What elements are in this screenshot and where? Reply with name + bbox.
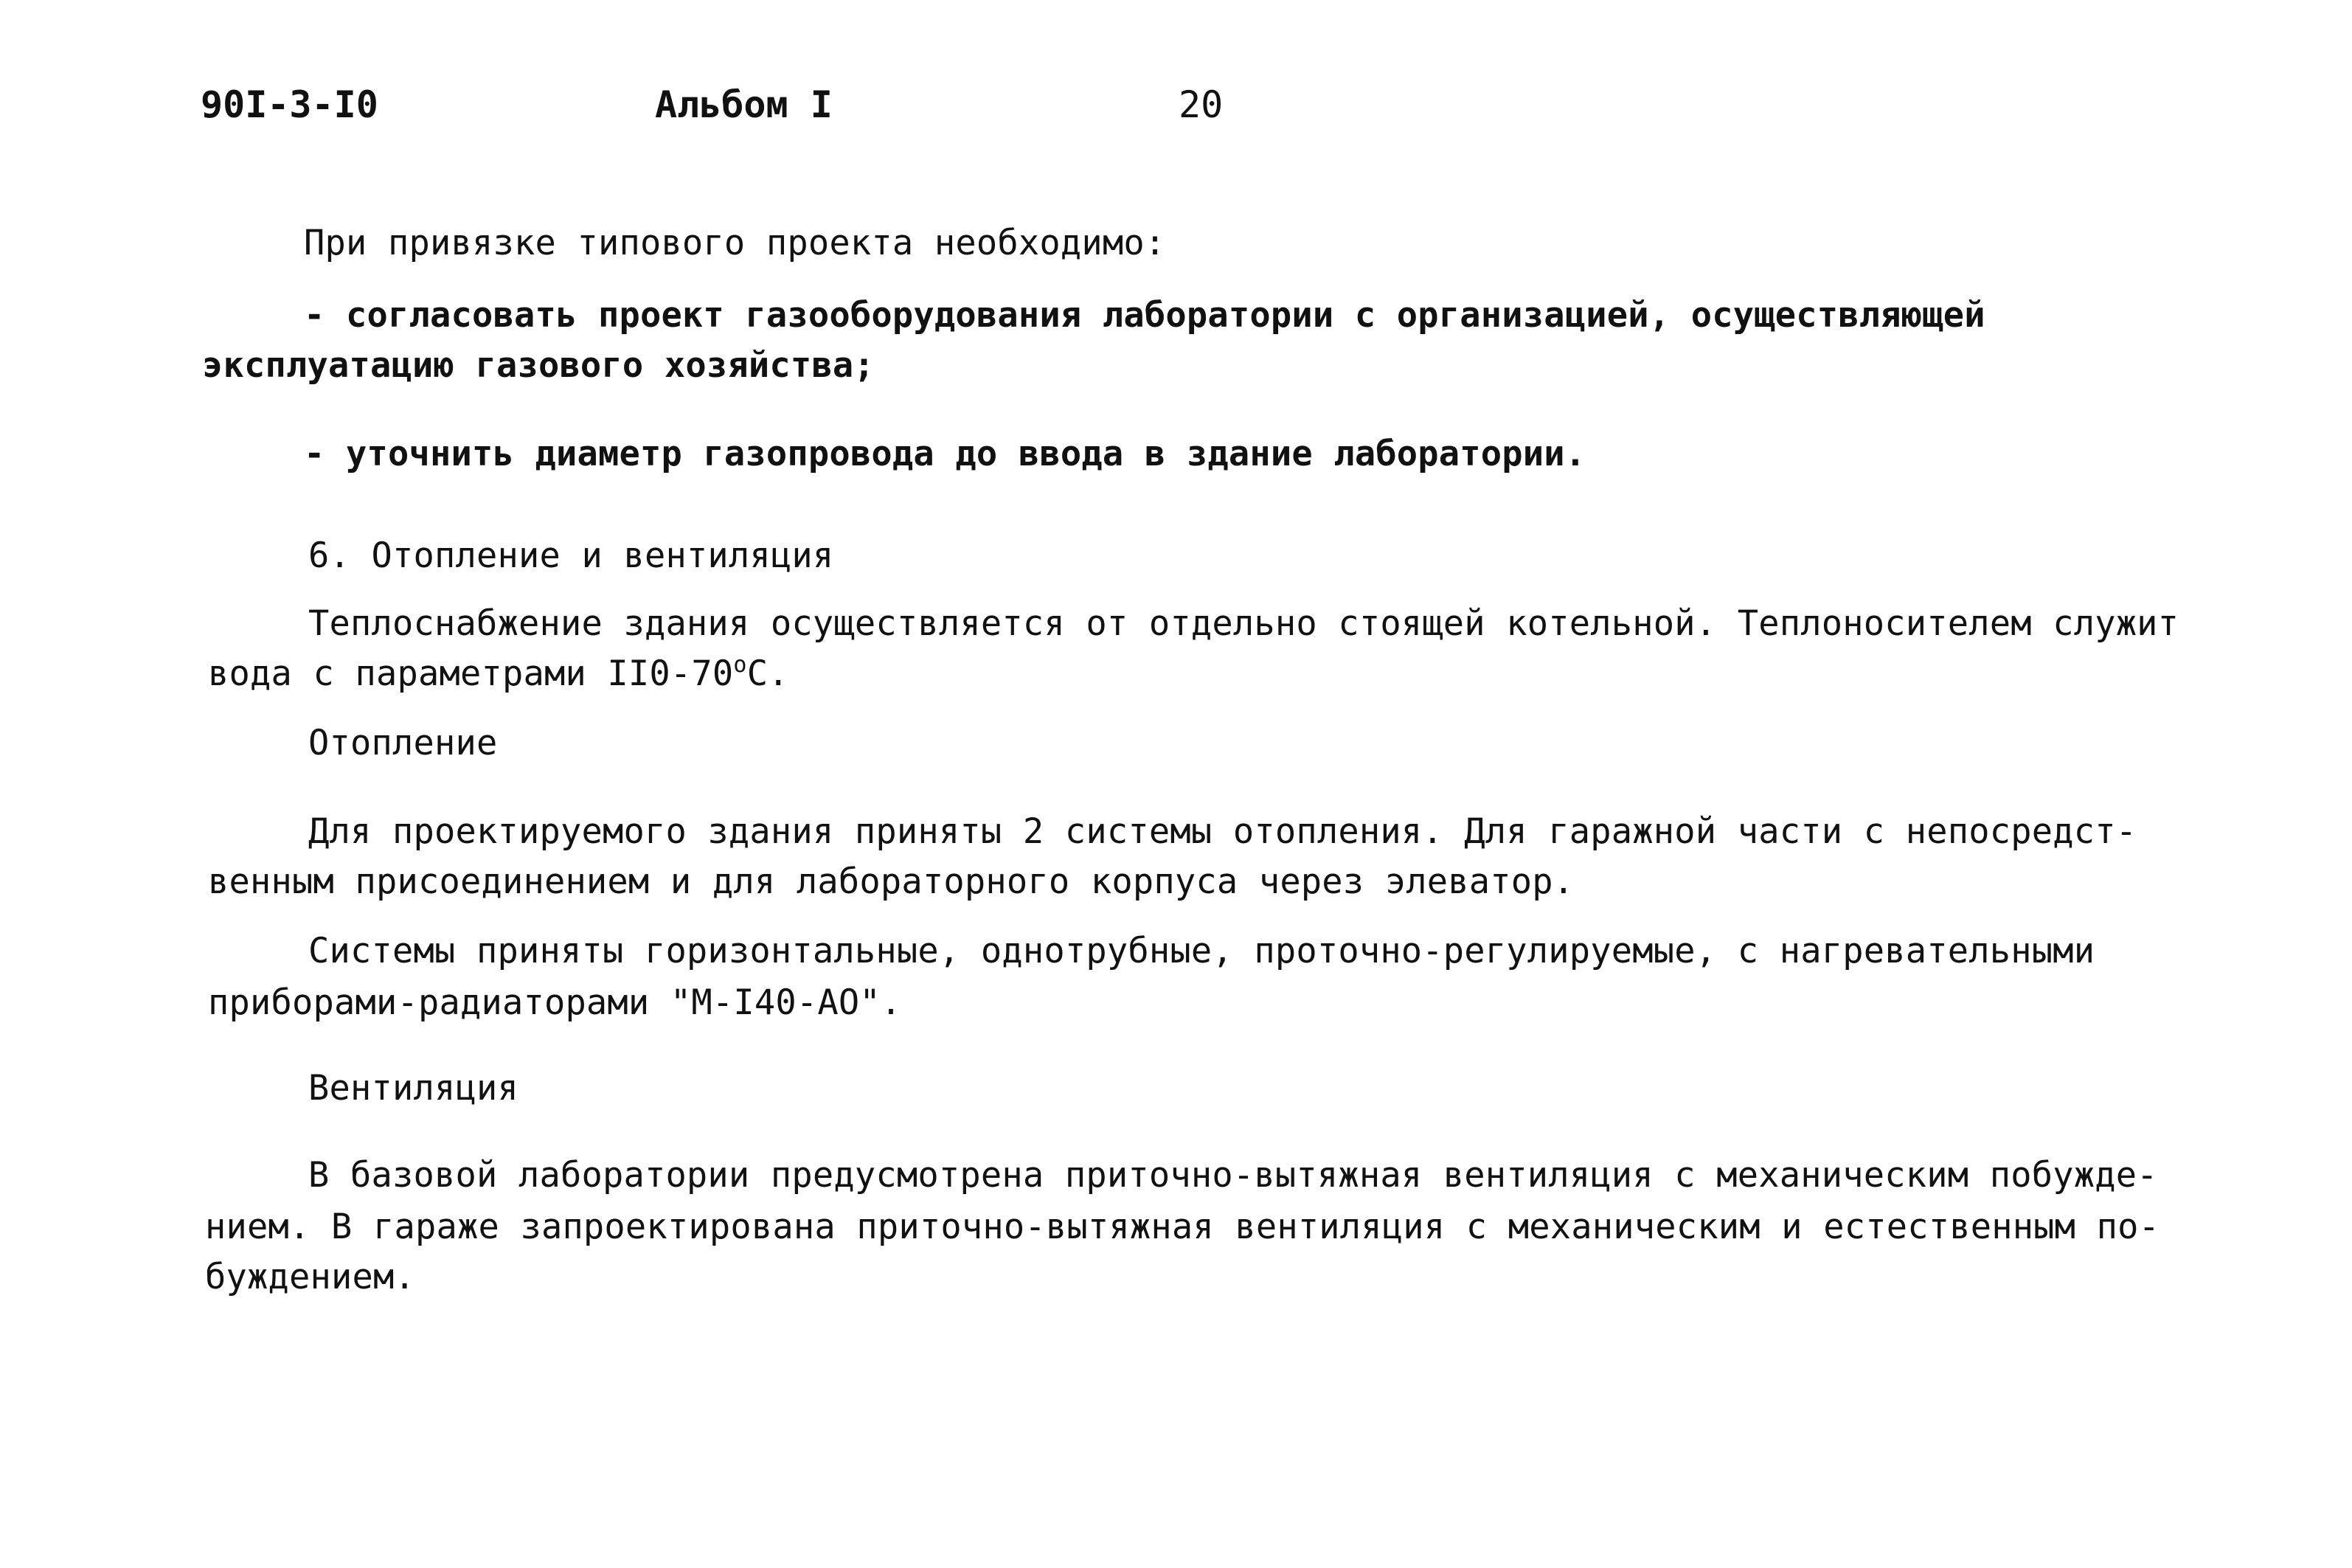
intro-item-1-line-1: - согласовать проект газооборудования лаборатории с организацией, осуществляющей — [304, 295, 1985, 336]
intro-lead: При привязке типового проекта необходимо: — [304, 223, 1166, 263]
heating-p1-line-2: венным присоединением и для лабораторного корпуса через элеватор. — [208, 861, 1575, 902]
ventilation-line-1: В базовой лаборатории предусмотрена приточно-вытяжная вентиляция с механическим побужде- — [308, 1155, 2158, 1196]
heat-supply-unit: С. — [746, 653, 789, 694]
heat-supply-line-1: Теплоснабжение здания осуществляется от отдельно стоящей котельной. Теплоносителем служит — [308, 603, 2179, 644]
album-label: Альбом I — [655, 83, 833, 126]
page-number: 20 — [1179, 83, 1224, 126]
heating-p2-line-1: Системы приняты горизонтальные, однотрубные, проточно-регулируемые, с нагревательными — [308, 931, 2095, 971]
intro-item-2: - уточнить диаметр газопровода до ввода в здание лаборатории. — [304, 434, 1586, 474]
heat-supply-text: вода с параметрами II0-70 — [208, 653, 734, 694]
section-6-heading: 6. Отопление и вентиляция — [308, 535, 834, 576]
heat-supply-line-2 — [208, 652, 789, 696]
degree-sign: о — [733, 652, 747, 678]
heating-heading: Отопление — [308, 723, 498, 763]
ventilation-heading: Вентиляция — [308, 1068, 518, 1109]
document-code: 90I-3-I0 — [201, 83, 378, 126]
ventilation-line-3: буждением. — [205, 1257, 415, 1297]
ventilation-line-2: нием. В гараже запроектирована приточно-вытяжная вентиляция с механическим и естественным по- — [205, 1207, 2160, 1247]
intro-item-1-line-2: эксплуатацию газового хозяйства; — [202, 345, 875, 386]
heating-p1-line-1: Для проектируемого здания приняты 2 системы отопления. Для гаражной части с непосредст- — [308, 811, 2137, 852]
heating-p2-line-2: приборами-радиаторами "М-I40-АО". — [208, 982, 902, 1023]
